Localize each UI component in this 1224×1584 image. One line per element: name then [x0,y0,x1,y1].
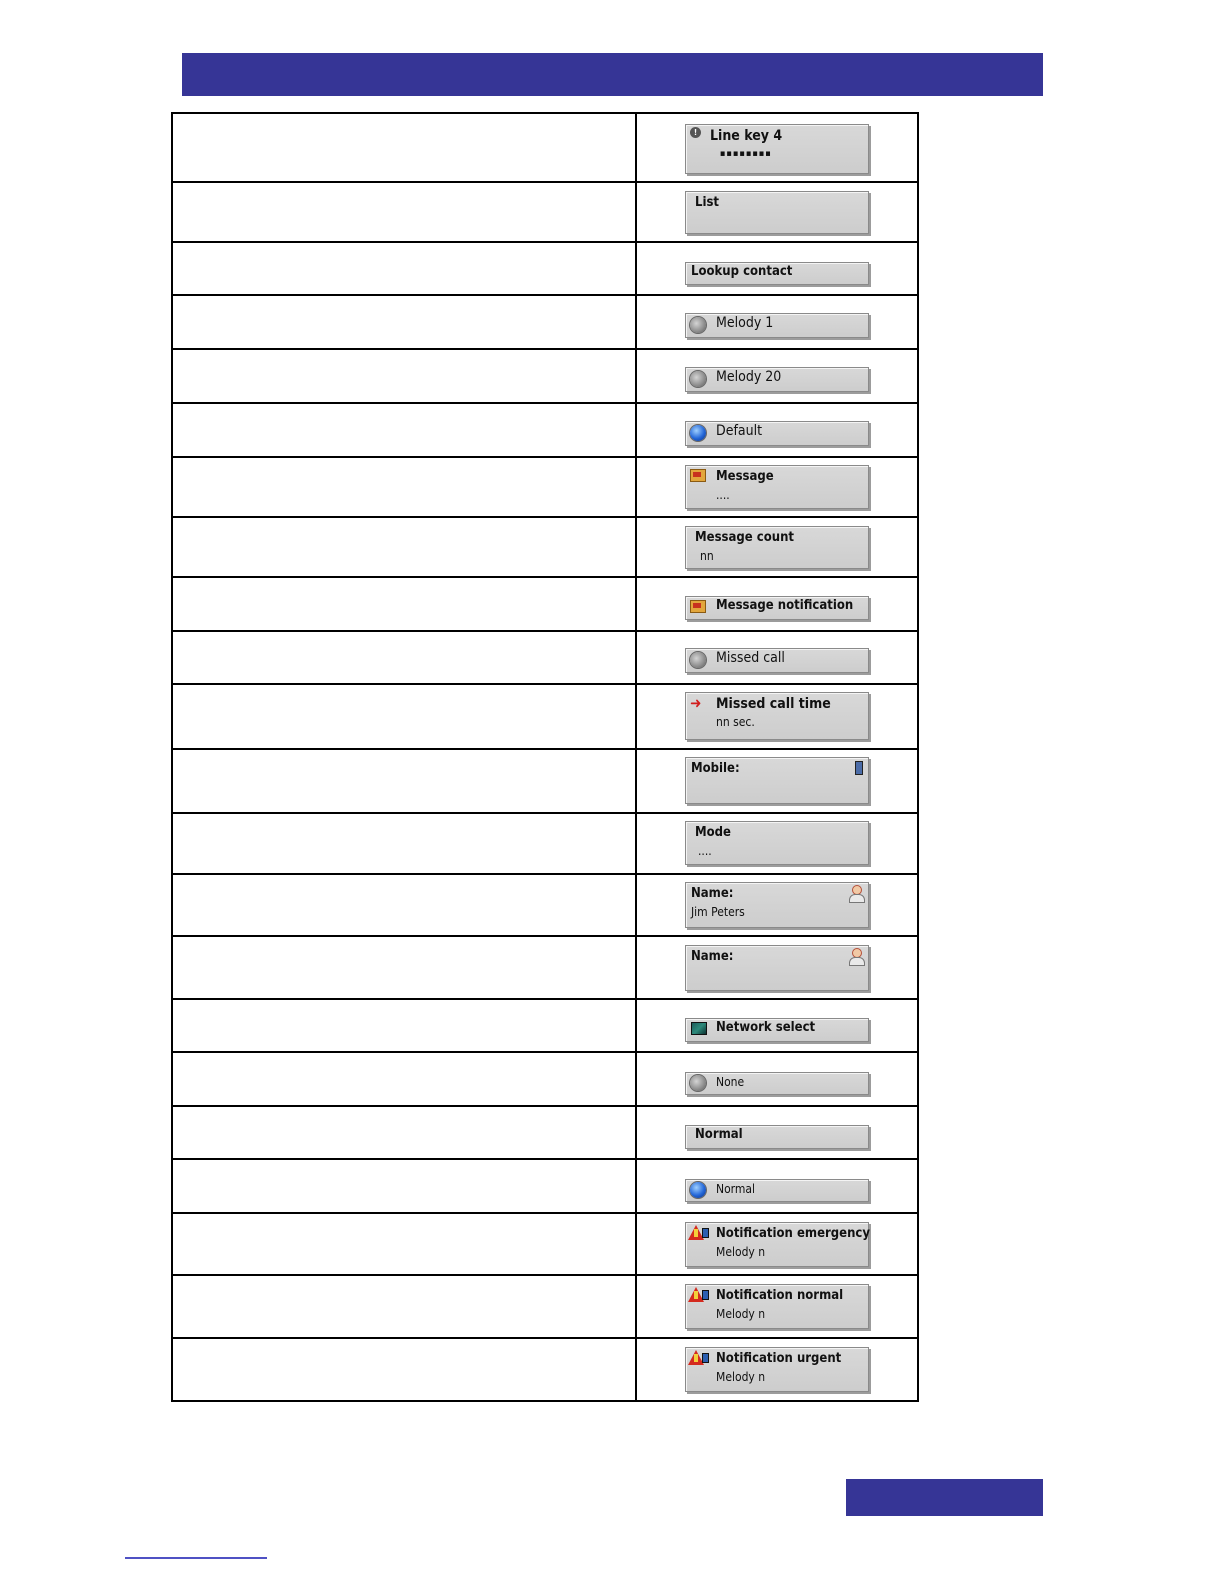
lcd-value: nn sec. [716,715,755,729]
screenshot-cell [636,182,918,242]
description-cell [172,349,636,403]
lcd-title: Message [716,469,774,484]
table-row [172,1275,918,1338]
table-row [172,1338,918,1401]
lcd-network-select [685,1018,869,1042]
screenshot-cell [636,517,918,577]
warning-speaker-icon [688,1287,710,1303]
lcd-title: Mobile: [691,761,740,776]
screenshot-cell [636,457,918,517]
lcd-notification-emergency [685,1222,869,1267]
screenshot-cell [636,631,918,684]
radio-off-icon [690,317,706,333]
lcd-option: Missed call [716,650,785,666]
radio-off-icon [690,371,706,387]
screenshot-cell [636,813,918,874]
screenshot-cell [636,684,918,749]
footer-link-underline[interactable] [125,1557,267,1559]
person-icon [847,884,865,902]
description-cell [172,999,636,1052]
description-cell [172,813,636,874]
lcd-value: Melody n [716,1245,766,1259]
screenshot-cell [636,936,918,999]
lcd-title: Notification normal [716,1288,844,1303]
table-row [172,182,918,242]
lcd-lookup-contact [685,262,869,285]
description-cell [172,1052,636,1106]
lcd-option: None [716,1075,745,1089]
screenshot-cell [636,1052,918,1106]
lcd-normal-title [685,1125,869,1149]
lcd-title: Lookup contact [691,264,793,279]
lcd-melody-1 [685,313,869,338]
table-row [172,1052,918,1106]
lcd-none [685,1072,869,1095]
description-cell [172,1213,636,1275]
warning-speaker-icon [688,1225,710,1241]
envelope-icon [690,600,706,613]
screenshot-cell [636,1338,918,1401]
screenshot-cell [636,577,918,631]
table-row [172,457,918,517]
lcd-mode [685,821,869,865]
screenshot-cell [636,1275,918,1338]
screenshot-cell [636,1106,918,1159]
lcd-melody-20 [685,367,869,392]
lcd-name-filled [685,882,869,928]
description-cell [172,749,636,813]
description-cell [172,1275,636,1338]
table-row [172,936,918,999]
table-row [172,295,918,349]
header-bar [182,53,1043,96]
lcd-title: Mode [695,825,731,840]
table-row [172,1106,918,1159]
lcd-value: .... [698,844,712,858]
lcd-default [685,421,869,446]
lcd-normal-option [685,1179,869,1202]
mobile-phone-icon [855,761,863,775]
table-row [172,684,918,749]
table-row [172,631,918,684]
table-row [172,813,918,874]
footer-bar [846,1479,1043,1516]
screenshot-cell [636,403,918,457]
radio-off-icon [690,1075,706,1091]
table-row [172,874,918,936]
description-cell [172,182,636,242]
lcd-value: nn [700,549,714,563]
lcd-title: Message count [695,530,794,545]
lcd-list [685,191,869,234]
lcd-message [685,465,869,509]
lcd-notification-normal [685,1284,869,1329]
lcd-option: Melody 20 [716,369,782,385]
screenshot-cell [636,295,918,349]
description-cell [172,631,636,684]
lcd-title: Notification emergency [716,1226,870,1241]
description-cell [172,517,636,577]
lcd-value: Melody n [716,1307,766,1321]
description-cell [172,1338,636,1401]
lcd-title: Missed call time [716,696,831,712]
network-icon [691,1022,707,1035]
lcd-missed-call-time [685,692,869,740]
lcd-notification-urgent [685,1347,869,1392]
table-row [172,403,918,457]
lcd-value: Jim Peters [691,905,745,919]
envelope-icon [690,469,706,482]
lcd-value: .... [716,488,730,502]
lcd-title: Name: [691,949,734,964]
description-cell [172,457,636,517]
person-icon [847,947,865,965]
description-cell [172,1106,636,1159]
lcd-message-count [685,526,869,569]
table-row [172,242,918,295]
table-row [172,349,918,403]
description-cell [172,403,636,457]
table-row [172,1159,918,1213]
lcd-title: Network select [716,1020,816,1035]
description-cell [172,295,636,349]
lcd-title: Line key 4 [710,128,783,144]
lcd-mobile [685,757,869,804]
lcd-name-empty [685,945,869,991]
lcd-title: Normal [695,1127,743,1142]
screenshot-cell [636,999,918,1052]
warning-speaker-icon [688,1350,710,1366]
lcd-option: Normal [716,1182,756,1196]
table-row [172,517,918,577]
radio-on-icon [690,425,706,441]
lcd-missed-call [685,648,869,673]
description-cell [172,242,636,295]
description-cell [172,113,636,182]
description-cell [172,577,636,631]
table-row [172,999,918,1052]
lcd-value: Melody n [716,1370,766,1384]
lcd-title: Notification urgent [716,1351,842,1366]
table-row [172,577,918,631]
screenshot-cell [636,1213,918,1275]
description-cell [172,936,636,999]
radio-off-icon [690,652,706,668]
lcd-value: ▪▪▪▪▪▪▪▪ [720,149,772,159]
screenshot-cell [636,242,918,295]
radio-on-icon [690,1182,706,1198]
description-cell [172,684,636,749]
screenshot-cell [636,749,918,813]
screenshot-cell [636,113,918,182]
missed-call-arrow-icon: ➜ [690,694,702,712]
lcd-title: Name: [691,886,734,901]
lcd-option: Default [716,423,763,439]
display-text-table [171,112,919,1402]
table-row [172,749,918,813]
lcd-line-key [685,124,869,174]
table-row [172,1213,918,1275]
info-icon: ! [690,127,701,138]
lcd-title: List [695,195,720,210]
lcd-option: Melody 1 [716,315,774,331]
table-row [172,113,918,182]
lcd-title: Message notification [716,598,854,613]
lcd-message-notification [685,596,869,620]
description-cell [172,874,636,936]
screenshot-cell [636,1159,918,1213]
screenshot-cell [636,349,918,403]
description-cell [172,1159,636,1213]
screenshot-cell [636,874,918,936]
